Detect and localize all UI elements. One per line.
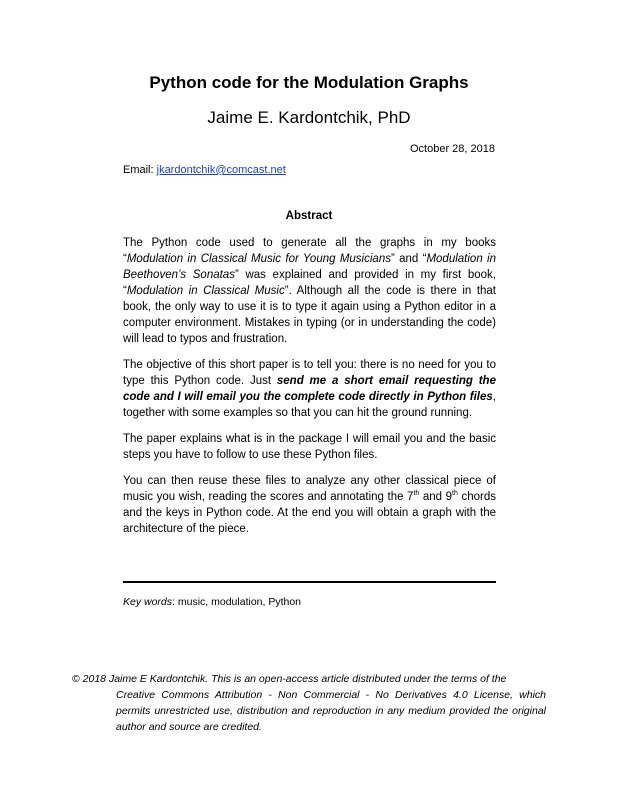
book-title: Modulation in Classical Music for Young Musicians: [126, 253, 391, 265]
email-line: [123, 164, 286, 176]
paper-title: Python code for the Modulation Graphs: [149, 73, 469, 92]
superscript: th: [452, 490, 458, 498]
email-link[interactable]: jkardontchik@comcast.net: [156, 164, 286, 176]
superscript: th: [413, 490, 420, 498]
text: ”. Although all the code is there in that book, the only way to use it is to type it again using a Python editor in a computer environment. Mistakes in typing (or in understanding the code) will lead to typos and frustration.: [123, 285, 496, 345]
separator-line: [123, 581, 496, 583]
abstract-heading: Abstract: [285, 210, 333, 222]
keywords-sep: :: [172, 596, 178, 608]
license-notice: [72, 671, 546, 735]
emphasis-text: send me a short email requesting the code and I will email you the complete code directly in Python files: [123, 375, 496, 403]
license-rest: Creative Commons Attribution - Non Commercial - No Derivatives 4.0 License, which permits unrestricted use, distribution and reproduction in any medium provided the original author and source are credited.: [116, 689, 546, 733]
keywords-label: Key words: [123, 596, 173, 608]
date: October 28, 2018: [409, 143, 495, 155]
keywords: [123, 596, 301, 608]
text: ” and “: [390, 253, 427, 265]
email-label: Email:: [123, 164, 157, 176]
text: and 9: [419, 491, 453, 503]
book-title: Modulation in Classical Music: [126, 285, 285, 297]
license-line1: 2018 Jaime E Kardontchik. This is an open-access article distributed under the terms of the: [79, 673, 507, 685]
book-title: Modulation in Beethoven’s Sonatas: [123, 253, 496, 281]
text: You can then reuse these files to analyze any other classical piece of music you wish, reading the scores and annotating the 7: [123, 475, 496, 503]
abstract-paragraph-3: The paper explains what is in the package I will email you and the basic steps you have to follow to use these Python files.: [123, 433, 496, 461]
copyright-icon: ©: [72, 673, 80, 685]
abstract-body: [123, 235, 496, 547]
abstract-paragraph-4: [123, 473, 496, 537]
keywords-values: music, modulation, Python: [177, 596, 302, 608]
author-name: Jaime E. Kardontchik, PhD: [207, 108, 411, 127]
text: The objective of this short paper is to tell you: there is no need for you to type this Python code. Just: [123, 359, 496, 387]
text: The Python code used to generate all the graphs in my books “: [123, 237, 496, 265]
text: ” was explained and provided in my first book, “: [123, 269, 496, 297]
text: chords and the keys in Python code. At the end you will obtain a graph with the architecture of the piece.: [123, 491, 496, 535]
text: , together with some examples so that you can hit the ground running.: [123, 391, 496, 419]
abstract-paragraph-2: [123, 357, 496, 421]
abstract-paragraph-1: [123, 235, 496, 347]
